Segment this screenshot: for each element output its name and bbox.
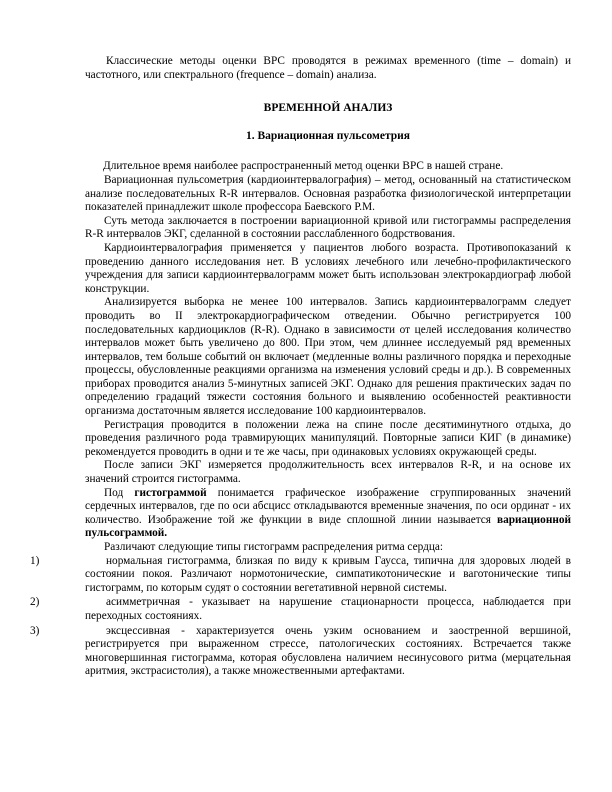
paragraph-9: Различают следующие типы гистограмм распределения ритма сердца: xyxy=(104,541,444,553)
intro-paragraph: Классические методы оценки ВРС проводятся в режимах временного (time – domain) и частотного, или спектрального (frequence – domain) анализа. xyxy=(85,55,571,81)
paragraph-6: Регистрация проводится в положении лежа на спине после десятиминутного отдыха, до проведения различного рода травмирующих манипуляций. Повторные записи КИГ (в динамике) рекомендуется проводить в одни и те же часы, при одинаковых условиях окружающей среды. xyxy=(85,418,571,458)
term-variation-pulsogram: вариационной пульсограммой. xyxy=(85,513,571,540)
paragraph-3: Суть метода заключается в построении вариационной кривой или гистограммы распределения R-R интервалов ЭКГ, сделанной в состоянии расслабленного бодрствования. xyxy=(85,214,571,241)
list-item xyxy=(30,624,571,679)
paragraph-8-text-a: Под xyxy=(104,486,135,499)
list-item xyxy=(30,596,571,623)
list-item-number: 1) xyxy=(30,554,40,567)
paragraph-7: После записи ЭКГ измеряется продолжительность всех интервалов R-R, и на основе их значений строится гистограмма. xyxy=(85,459,571,486)
list-item-text: нормальная гистограмма, близкая по виду к кривым Гаусса, типична для здоровых людей в состоянии покоя. Различают нормотонические, симпатикотонические и ваготонические типы гистограмм, по которым судят о состоянии вегетативной нервной системы. xyxy=(85,554,571,594)
subsection-title: 1. Вариационная пульсометрия xyxy=(245,129,411,142)
list-item-text: асимметричная - указывает на нарушение стационарности процесса, наблюдается при переходных состояниях. xyxy=(85,596,571,622)
paragraph-5: Анализируется выборка не менее 100 интервалов. Запись кардиоинтервалограмм следует проводить во II электрокардиографическом отведении. Обычно регистрируется 100 последовательных кардиоциклов (R-R). Однако в зависимости от целей исследования количество интервалов может быть увеличено до 800. При этом, чем длиннее исследуемый ряд временных интервалов, тем больше событий он включает (медленные волны различного порядка и переходные процессы, обусловленные реакциями организма на изменения условий среды и др.). В современных приборах проводится анализ 5-минутных записей ЭКГ. Однако для решения практических задач по определению градаций тяжести состояния больного и выявлению особенностей реактивности организма достаточным является исследование 100 кардиоинтервалов. xyxy=(85,296,571,418)
paragraph-8 xyxy=(85,487,571,541)
list-item xyxy=(30,554,571,596)
term-histogram: гистограммой xyxy=(134,486,207,499)
list-item-text: эксцессивная - характеризуется очень узким основанием и заостренной вершиной, регистрируется при выраженном стрессе, патологических состояниях. Встречается также многовершинная гистограмма, которая обусловлена наличием несинусового ритма (мерцательная аритмия, экстрасистолия), а также множественными артефактами. xyxy=(85,624,571,678)
paragraph-8-text-b: понимается графическое изображение сгруппированных значений сердечных интервалов, где по оси абсцисс откладываются временные значения, по оси ординат - их количество. Изображение той же функции в виде сплошной линии называется xyxy=(85,486,571,526)
paragraph-1: Длительное время наиболее распространенный метод оценки ВРС в нашей стране. xyxy=(103,160,504,173)
paragraph-4: Кардиоинтервалография применяется у пациентов любого возраста. Противопоказаний к проведению данного исследования нет. В условиях лечебного или лечебно-профилактического учреждения для записи кардиоинтервалограмм может быть использован электрокардиограф любой конструкции. xyxy=(85,241,571,295)
section-title: ВРЕМЕННОЙ АНАЛИЗ xyxy=(263,102,393,115)
paragraph-2: Вариационная пульсометрия (кардиоинтервалография) – метод, основанный на статистическом анализе последовательных R-R интервалов. Основная разработка физиологической интерпретации показателей принадлежит школе профессора Баевского Р.М. xyxy=(85,173,571,214)
document-body xyxy=(30,55,571,679)
list-item-number: 3) xyxy=(30,624,40,637)
list-item-number: 2) xyxy=(30,596,40,609)
